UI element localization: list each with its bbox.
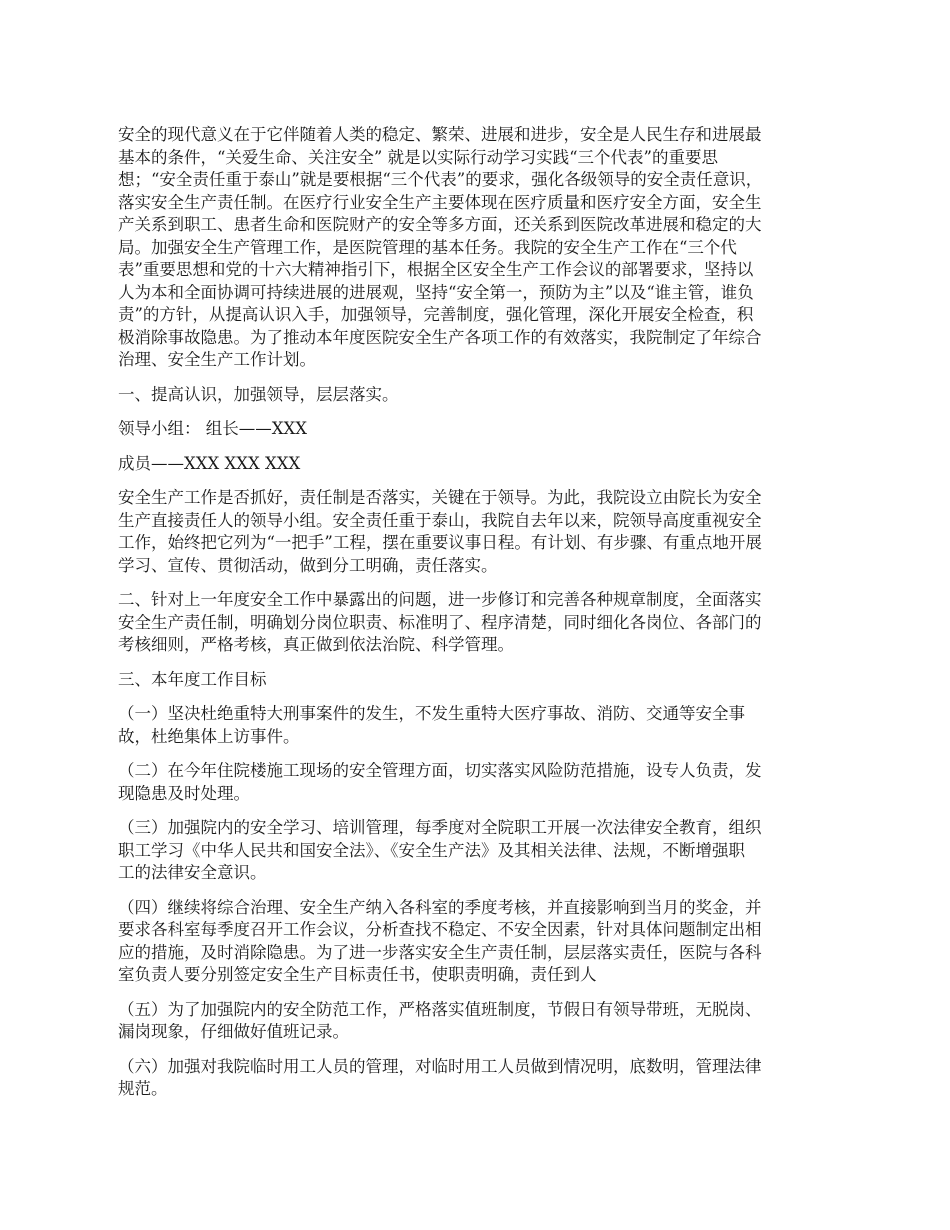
- paragraph: [118, 384, 838, 407]
- paragraph: [118, 124, 838, 372]
- text-line: 领导小组： 组长——XXX: [118, 419, 307, 438]
- text-line: 生产直接责任人的领导小组。安全责任重于泰山，我院自去年以来，院领导高度重视安全: [118, 510, 762, 530]
- paragraph: [118, 669, 838, 692]
- text-line: （四）继续将综合治理、安全生产纳入各科室的季度考核，并直接影响到当月的奖金，并: [118, 897, 762, 917]
- text-line: 三、本年度工作目标: [118, 669, 267, 689]
- paragraph: [118, 897, 838, 987]
- text-line: 职工学习《中华人民共和国安全法》、《安全生产法》及其相关法律、法规，不断增强职: [118, 840, 745, 860]
- text-line: 想；“安全责任重于泰山”就是要根据“三个代表”的要求，强化各级领导的安全责任意识，: [118, 170, 763, 189]
- text-line: 现隐患及时处理。: [118, 783, 250, 803]
- paragraph: [118, 453, 838, 476]
- text-line: （一）坚决杜绝重特大刑事案件的发生，不发生重特大医疗事故、消防、交通等安全事: [118, 704, 745, 723]
- paragraph: [118, 817, 838, 885]
- paragraph: [118, 1056, 838, 1101]
- text-line: （二）在今年住院楼施工现场的安全管理方面，切实落实风险防范措施，设专人负责，发: [118, 761, 762, 780]
- text-line: 应的措施，及时消除隐患。为了进一步落实安全生产责任制，层层落实责任，医院与各科: [118, 942, 762, 962]
- paragraph: [118, 999, 838, 1044]
- text-line: 基本的条件，“关爱生命、关注安全” 就是以实际行动学习实践“三个代表”的重要思: [118, 147, 718, 167]
- paragraph: [118, 703, 838, 748]
- text-line: 考核细则，严格考核，真正做到依法治院、科学管理。: [118, 635, 514, 654]
- paragraph: [118, 418, 838, 441]
- text-line: 规范。: [118, 1079, 168, 1098]
- document-body: [118, 124, 838, 1101]
- paragraph: [118, 589, 838, 657]
- text-line: （六）加强对我院临时用工人员的管理，对临时用工人员做到情况明，底数明，管理法律: [118, 1056, 762, 1076]
- text-line: 一、提高认识，加强领导，层层落实。: [118, 384, 399, 404]
- text-line: 治理、安全生产工作计划。: [118, 350, 316, 369]
- text-line: 二、针对上一年度安全工作中暴露出的问题，进一步修订和完善各种规章制度，全面落实: [118, 590, 762, 609]
- text-line: 责”的方针，从提高认识入手，加强领导，完善制度，强化管理，深化开展安全检查，积: [118, 305, 754, 324]
- paragraph: [118, 760, 838, 805]
- text-line: 落实安全生产责任制。在医疗行业安全生产主要体现在医疗质量和医疗安全方面，安全生: [118, 192, 762, 212]
- text-line: 要求各科室每季度召开工作会议，分析查找不稳定、不安全因素，针对具体问题制定出相: [118, 920, 762, 939]
- text-line: （三）加强院内的安全学习、培训管理，每季度对全院职工开展一次法律安全教育，组织: [118, 818, 762, 837]
- text-line: 工作，始终把它列为“一把手”工程，摆在重要议事日程。有计划、有步骤、有重点地开展: [118, 533, 762, 552]
- text-line: 学习、宣传、贯彻活动，做到分工明确，责任落实。: [118, 555, 498, 575]
- text-line: 漏岗现象，仔细做好值班记录。: [118, 1022, 349, 1041]
- text-line: 故，杜绝集体上访事件。: [118, 726, 300, 746]
- paragraph: [118, 487, 838, 577]
- text-line: （五）为了加强院内的安全防范工作，严格落实值班制度，节假日有领导带班，无脱岗、: [118, 999, 762, 1019]
- text-line: 极消除事故隐患。为了推动本年度医院安全生产各项工作的有效落实，我院制定了年综合: [118, 327, 762, 347]
- text-line: 产关系到职工、患者生命和医院财产的安全等多方面，还关系到医院改革进展和稳定的大: [118, 215, 762, 234]
- text-line: 工的法律安全意识。: [118, 863, 267, 882]
- text-line: 安全的现代意义在于它伴随着人类的稳定、繁荣、进展和进步，安全是人民生存和进展最: [118, 125, 762, 144]
- text-line: 成员——XXX XXX XXX: [118, 453, 301, 473]
- text-line: 安全生产工作是否抓好，责任制是否落实，关键在于领导。为此，我院设立由院长为安全: [118, 488, 762, 507]
- text-line: 安全生产责任制，明确划分岗位职责、标准明了、程序清楚，同时细化各岗位、各部门的: [118, 612, 762, 632]
- text-line: 室负责人要分别签定安全生产目标责任书，使职责明确，责任到人: [118, 965, 597, 984]
- text-line: 人为本和全面协调可持续进展的进展观，坚持“安全第一，预防为主”以及“谁主管，谁负: [118, 282, 754, 302]
- text-line: 局。加强安全生产管理工作，是医院管理的基本任务。我院的安全生产工作在“三个代: [118, 237, 737, 257]
- text-line: 表”重要思想和党的十六大精神指引下，根据全区安全生产工作会议的部署要求，坚持以: [118, 260, 754, 279]
